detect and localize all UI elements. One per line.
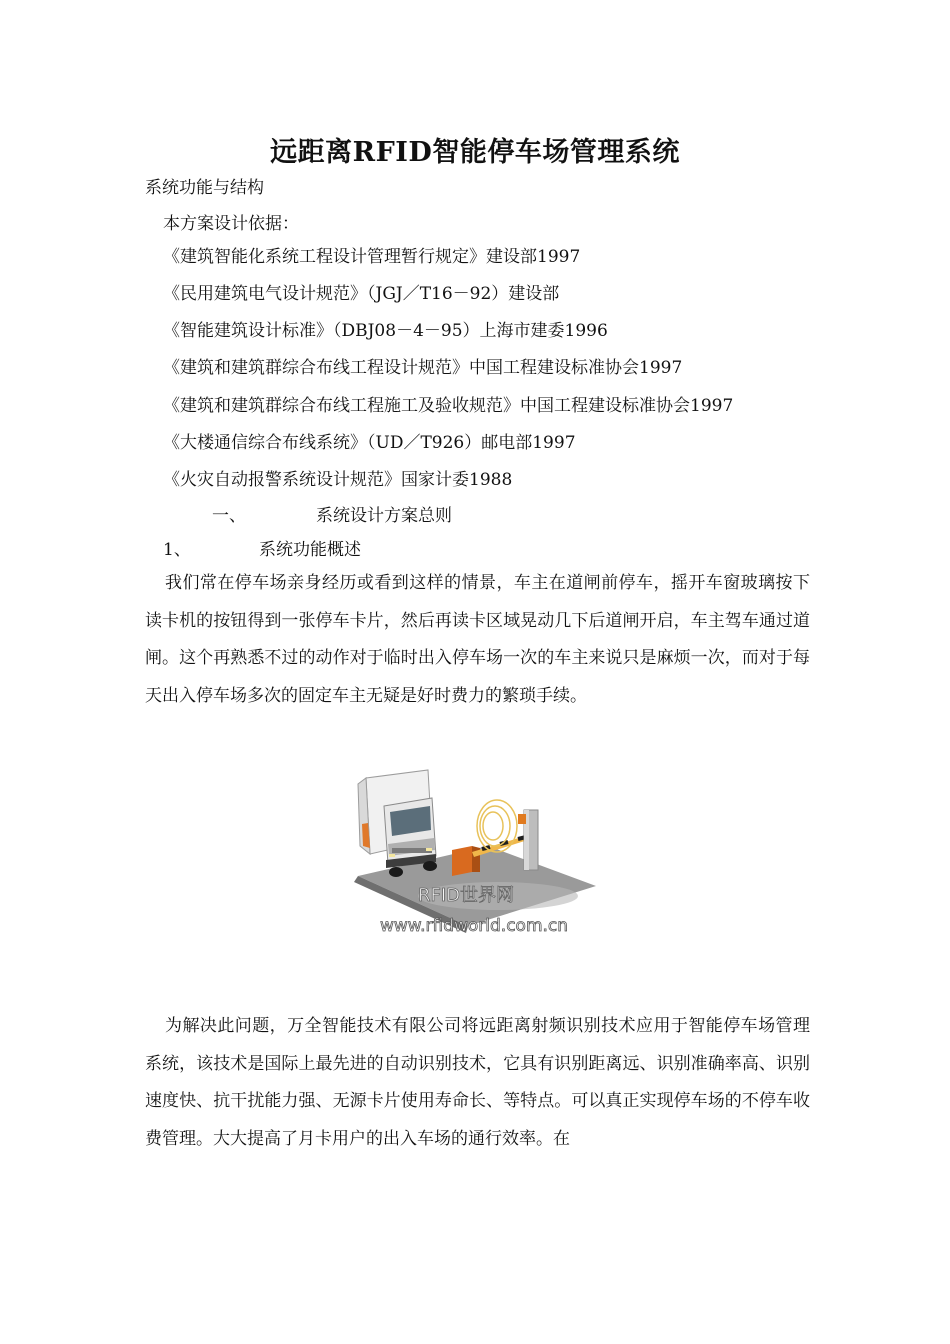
reference-item: 《建筑智能化系统工程设计管理暂行规定》建设部1997	[163, 247, 581, 267]
reference-item: 《火灾自动报警系统设计规范》国家计委1988	[163, 470, 513, 490]
chapter-title: 系统设计方案总则	[316, 506, 452, 526]
basis-intro: 本方案设计依据：	[163, 214, 299, 234]
reference-item: 《建筑和建筑群综合布线工程施工及验收规范》中国工程建设标准协会1997	[163, 396, 734, 416]
reference-item: 《智能建筑设计标准》（DBJ08－4－95）上海市建委1996	[163, 321, 608, 341]
truck-barrier-illustration	[348, 768, 598, 943]
paragraph-text: 为解决此问题，万全智能技术有限公司将远距离射频识别技术应用于智能停车场管理系统，该技术是国际上最先进的自动识别技术，它具有识别距离远、识别准确率高、识别速度快、抗干扰能力强、无源卡片使用寿命长、等特点。可以真正实现停车场的不停车收费管理。大大提高了月卡用户的出入车场的通行效率。在	[145, 1016, 810, 1149]
document-title: 远距离RFID智能停车场管理系统	[270, 137, 680, 168]
subsection-number: 1、	[163, 540, 191, 560]
paragraph-overview	[145, 565, 810, 715]
section-heading: 系统功能与结构	[145, 178, 264, 198]
paragraph-solution	[145, 1008, 810, 1158]
reference-item: 《大楼通信综合布线系统》（UD／T926）邮电部1997	[163, 433, 576, 453]
paragraph-text: 我们常在停车场亲身经历或看到这样的情景，车主在道闸前停车，摇开车窗玻璃按下读卡机的按钮得到一张停车卡片，然后再读卡区域晃动几下后道闸开启，车主驾车通过道闸。这个再熟悉不过的动作对于临时出入停车场一次的车主来说只是麻烦一次，而对于每天出入停车场多次的固定车主无疑是好时费力的繁琐手续。	[145, 573, 810, 706]
chapter-number: 一、	[212, 506, 246, 526]
reference-item: 《民用建筑电气设计规范》（JGJ／T16－92）建设部	[163, 284, 560, 304]
reference-item: 《建筑和建筑群综合布线工程设计规范》中国工程建设标准协会1997	[163, 358, 683, 378]
parking-gate-figure	[348, 768, 598, 943]
subsection-title: 系统功能概述	[259, 540, 361, 560]
figure-watermark: RFID世界网	[417, 885, 515, 906]
figure-url: www.rfidworld.com.cn	[379, 916, 569, 936]
